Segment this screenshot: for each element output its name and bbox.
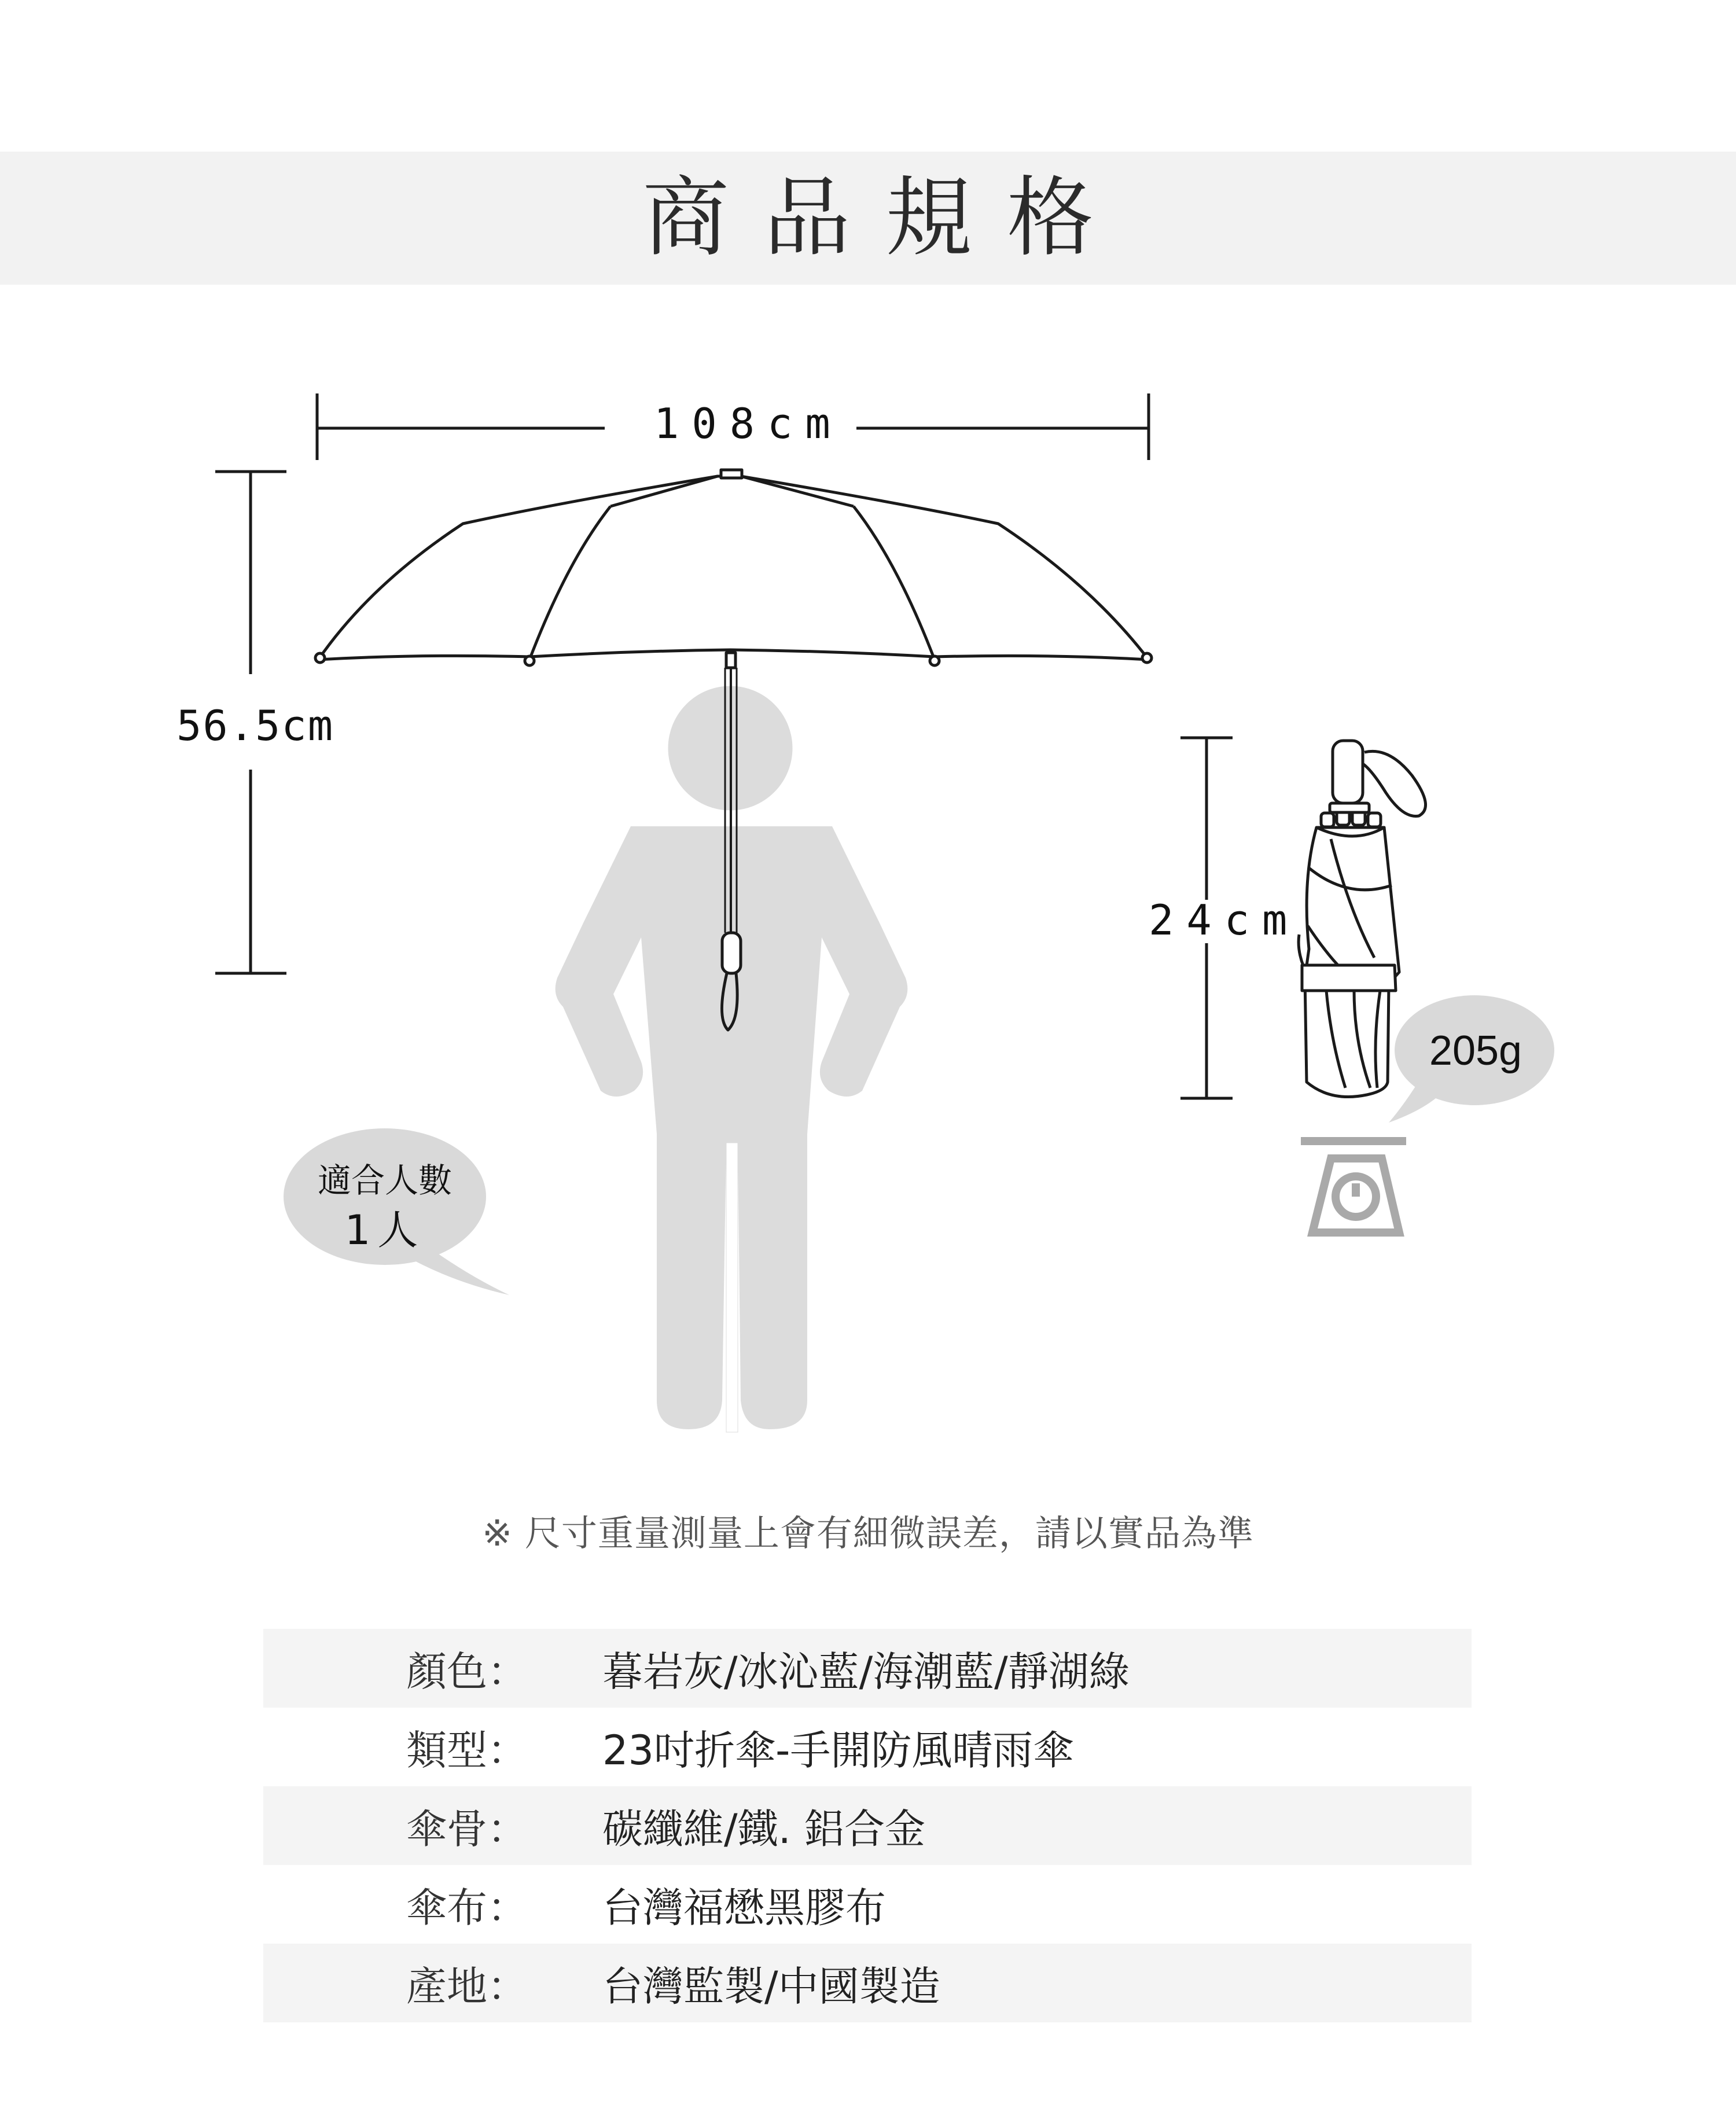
- capacity-line2: 1人: [344, 1206, 425, 1254]
- spec-key: 類型：: [406, 1726, 528, 1774]
- page-title: 商品規格: [642, 168, 1128, 268]
- spec-row-type: [263, 1708, 1472, 1786]
- spec-value: 暮岩灰/冰沁藍/海潮藍/靜湖綠: [602, 1647, 1130, 1695]
- width-label: 108cm: [654, 399, 843, 448]
- spec-row-origin: [263, 1944, 1472, 2022]
- spec-row-frame: [263, 1786, 1472, 1865]
- spec-value: 碳纖維/鐵. 鋁合金: [602, 1805, 926, 1853]
- folded-length-label: 24cm: [1149, 896, 1300, 944]
- spec-table: [263, 1629, 1472, 2022]
- spec-value: 台灣福懋黑膠布: [602, 1883, 886, 1932]
- spec-key: 產地：: [406, 1962, 528, 2010]
- capacity-line1: 適合人數: [317, 1161, 452, 1200]
- scale-icon: [1301, 1141, 1406, 1233]
- weight-label: 205g: [1429, 1028, 1522, 1074]
- height-label: 56.5cm: [176, 701, 334, 750]
- spec-row-fabric: [263, 1865, 1472, 1944]
- spec-value: 台灣監製/中國製造: [602, 1962, 940, 2010]
- spec-key: 傘布：: [406, 1883, 528, 1932]
- measurement-note: ※ 尺寸重量測量上會有細微誤差，請以實品為準: [482, 1512, 1254, 1554]
- spec-key: 顏色：: [406, 1647, 528, 1695]
- spec-value: 23吋折傘-手開防風晴雨傘: [602, 1726, 1074, 1774]
- spec-key: 傘骨：: [406, 1805, 528, 1853]
- spec-row-color: [263, 1629, 1472, 1708]
